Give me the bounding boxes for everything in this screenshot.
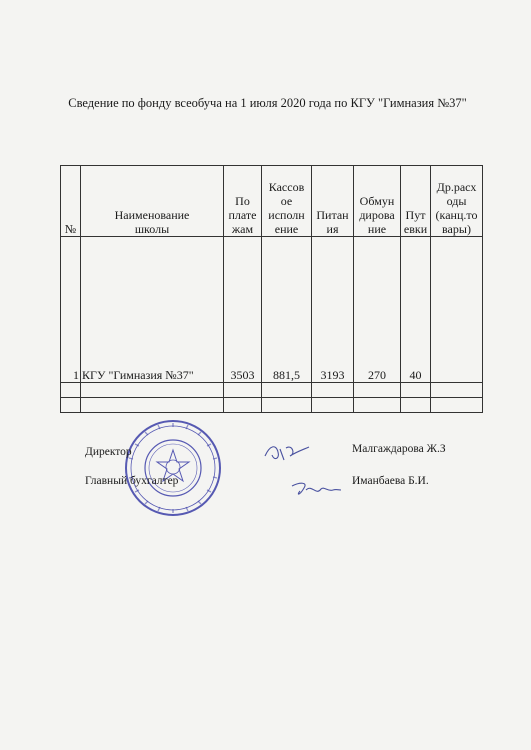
- table-cell: [224, 383, 262, 398]
- header-line: дирова: [359, 208, 395, 222]
- header-line: Питан: [316, 208, 349, 222]
- table-cell: [61, 383, 81, 398]
- table-row-empty: [61, 398, 483, 413]
- fund-table: [60, 165, 483, 413]
- header-cell: [312, 166, 354, 237]
- header-line: жам: [231, 222, 254, 236]
- header-line: Кассов: [268, 180, 305, 194]
- table-cell: [354, 398, 401, 413]
- table-cell: 3193: [312, 237, 354, 383]
- header-cell: [262, 166, 312, 237]
- header-line: По: [235, 194, 250, 208]
- header-line: №: [64, 222, 77, 236]
- table-cell: [431, 398, 483, 413]
- header-cell: [224, 166, 262, 237]
- table-cell: [81, 383, 224, 398]
- header-line: ение: [274, 222, 299, 236]
- table-cell: [431, 383, 483, 398]
- table-cell: [312, 398, 354, 413]
- header-cell: [81, 166, 224, 237]
- director-label: Директор: [85, 446, 132, 458]
- table-cell: [61, 398, 81, 413]
- header-line: Обмун: [359, 194, 395, 208]
- accountant-name: Иманбаева Б.И.: [352, 475, 429, 487]
- official-seal-stamp: [123, 418, 223, 518]
- header-line: плате: [228, 208, 257, 222]
- director-signature: [262, 440, 312, 466]
- header-line: Др.расх: [436, 180, 477, 194]
- header-line: Наименование: [114, 208, 190, 222]
- table-cell: [431, 237, 483, 383]
- table-cell: 881,5: [262, 237, 312, 383]
- table-row: [61, 237, 483, 383]
- header-line: ия: [326, 222, 339, 236]
- table-header-row: [61, 166, 483, 237]
- table-cell: [354, 383, 401, 398]
- header-line: вары): [442, 222, 471, 236]
- accountant-label: Главный бухгалтер: [85, 475, 179, 487]
- header-line: ое: [280, 194, 293, 208]
- header-line: оды: [446, 194, 467, 208]
- table-row-empty: [61, 383, 483, 398]
- table-cell: 3503: [224, 237, 262, 383]
- document-title: Сведение по фонду всеобуча на 1 июля 2020 года по КГУ "Гимназия №37": [68, 96, 467, 110]
- header-line: (канц.то: [435, 208, 478, 222]
- accountant-signature: [288, 478, 343, 502]
- header-cell: [401, 166, 431, 237]
- table-cell: 270: [354, 237, 401, 383]
- table-cell: 1: [61, 237, 81, 383]
- header-cell: [61, 166, 81, 237]
- header-line: школы: [134, 222, 170, 236]
- table-cell: [81, 398, 224, 413]
- header-line: евки: [403, 222, 428, 236]
- table-cell: [262, 398, 312, 413]
- table-cell: 40: [401, 237, 431, 383]
- table-cell: [401, 383, 431, 398]
- table-cell: [262, 383, 312, 398]
- header-line: Пут: [405, 208, 426, 222]
- table-cell: [224, 398, 262, 413]
- header-line: ние: [367, 222, 387, 236]
- table-cell: [312, 383, 354, 398]
- table-cell: [401, 398, 431, 413]
- header-line: исполн: [268, 208, 305, 222]
- header-cell: [431, 166, 483, 237]
- table-cell: КГУ "Гимназия №37": [81, 237, 224, 383]
- director-name: Малгаждарова Ж.З: [352, 443, 446, 455]
- header-cell: [354, 166, 401, 237]
